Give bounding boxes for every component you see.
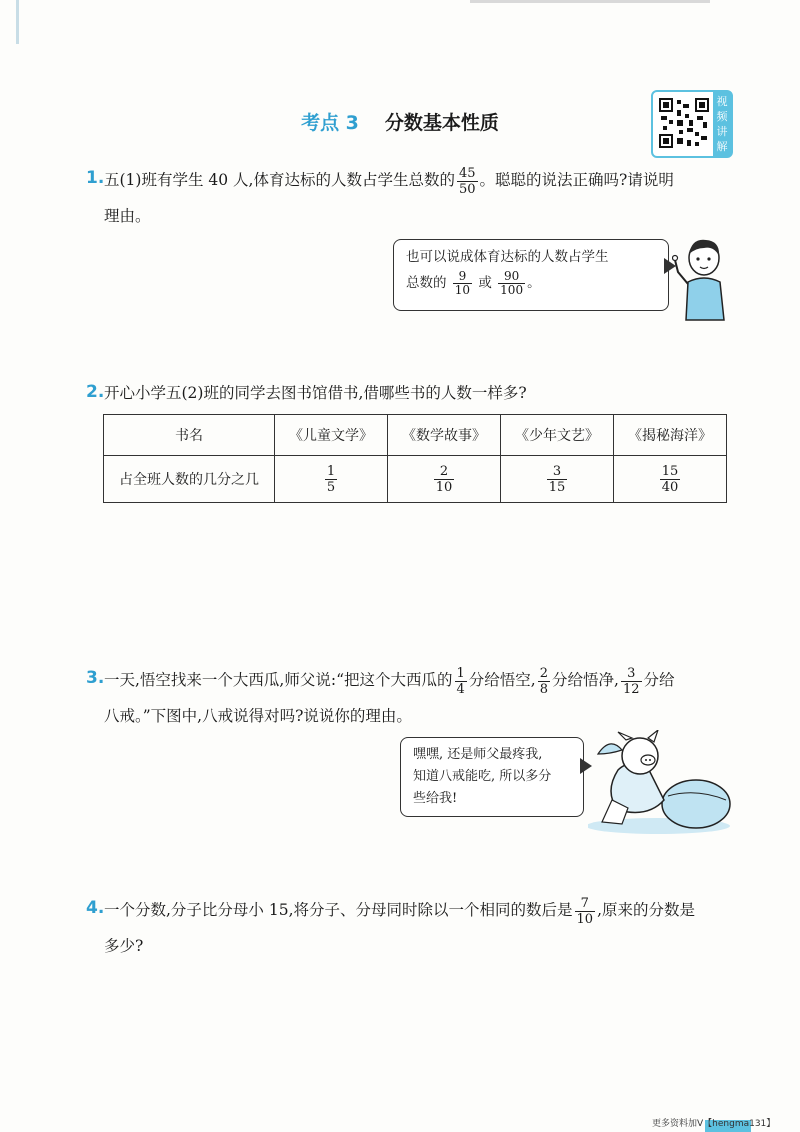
table-header-cell: 占全班人数的几分之几 [104,456,275,503]
question-3-text: 一天,悟空找来一个大西瓜,师父说:“把这个大西瓜的 $\frac{1}{4}$ 分给悟空, $\frac{2}{8}$ 分给悟净, $\frac{3}{12}$ 分给 八戒。”下图中,八戒说得对吗?说说你的理由。 [104,665,675,725]
table-cell: 《儿童文学》 [275,415,388,456]
fraction-9-10: $\frac{9}{10}$ [454,269,471,297]
question-1-number: 1. [86,168,105,188]
table-cell: 《揭秘海洋》 [614,415,727,456]
top-margin-rule [470,0,710,3]
table-cell: 《数学故事》 [388,415,501,456]
qr-code-icon [659,98,709,148]
table-cell: $\frac{15}{40}$ [614,456,727,503]
question-2-text: 开心小学五(2)班的同学去图书馆借书,借哪些书的人数一样多? [104,384,527,402]
zhubajie-watermelon-illustration-icon [588,730,738,834]
question-2-number: 2. [86,382,105,402]
table-header-cell: 书名 [104,415,275,456]
question-3-number: 3. [86,668,105,688]
books-table [103,414,727,503]
left-margin-rule [16,0,19,44]
section-label: 考点 3 [301,112,359,134]
boy-illustration-icon [672,236,734,326]
bajie-speech-bubble: 嘿嘿, 还是师父最疼我, 知道八戒能吃, 所以多分 些给我! [400,737,584,817]
table-row [104,456,727,503]
table-cell: $\frac{1}{5}$ [275,456,388,503]
table-cell: $\frac{3}{15}$ [501,456,614,503]
table-cell: 《少年文艺》 [501,415,614,456]
fraction-90-100: $\frac{90}{100}$ [500,269,524,297]
question-4-text: 一个分数,分子比分母小 15,将分子、分母同时除以一个相同的数后是 $\frac{7}{10}$ ,原来的分数是 多少? [104,895,695,955]
question-1-text: 五(1)班有学生 40 人,体育达标的人数占学生总数的 $\frac{45}{50}$ 。聪聪的说法正确吗?请说明 理由。 [104,165,674,225]
table-cell: $\frac{2}{10}$ [388,456,501,503]
table-row [104,415,727,456]
section-heading: 分数基本性质 [384,112,499,134]
boy-speech-bubble: 也可以说成体育达标的人数占学生 总数的 $\frac{9}{10}$ 或 $\frac{90}{100}$ 。 [393,239,669,311]
footer-note: 更多资料加V【hengma131】 [652,1119,776,1129]
qr-code-badge[interactable] [651,90,733,158]
qr-side-label: 视 频 讲 解 [713,92,731,156]
fraction-45-50: $\frac{45}{50}$ [458,165,476,197]
question-4-number: 4. [86,898,105,918]
